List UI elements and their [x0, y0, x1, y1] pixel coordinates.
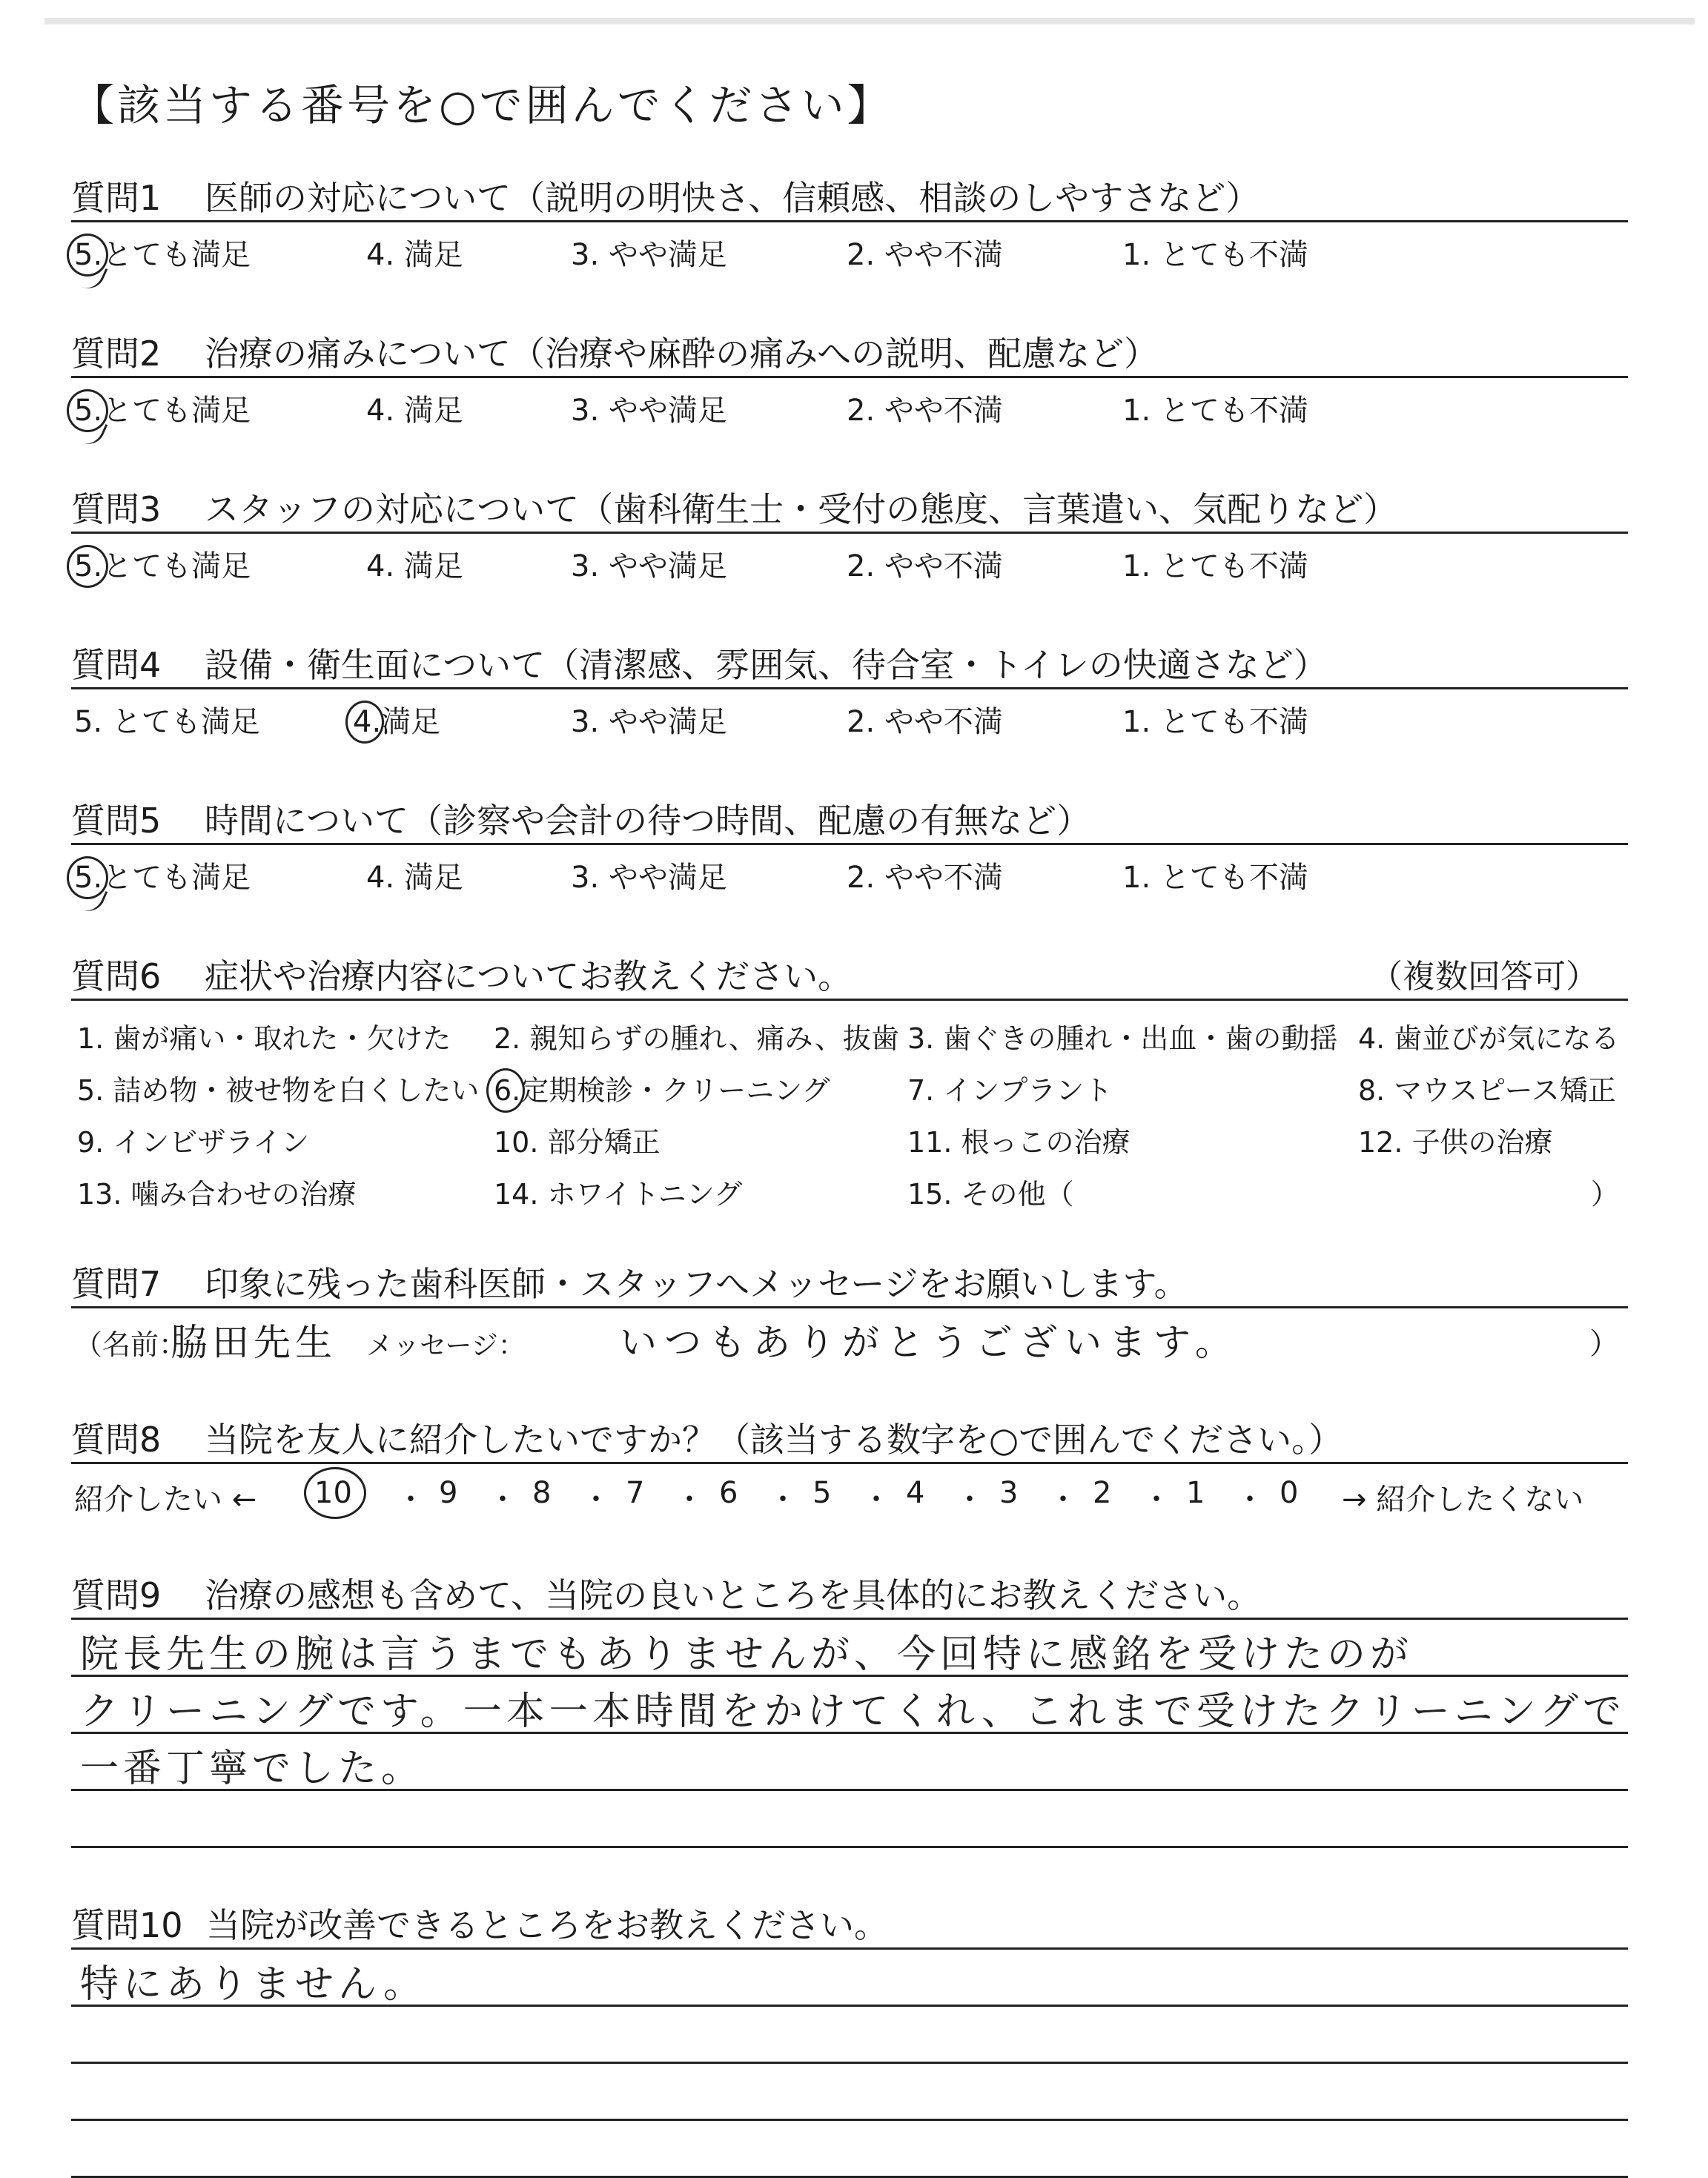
scale-value[interactable]: 3	[999, 1476, 1019, 1510]
handwritten-answer: 一番丁寧でした。	[80, 1747, 425, 1791]
question-header	[71, 167, 1628, 222]
symptom-option[interactable]: 5. 詰め物・被せ物を白くしたい	[77, 1074, 480, 1107]
question-2	[71, 322, 1628, 430]
option-4-selected[interactable]: 4. 満足	[353, 698, 440, 741]
symptom-options	[71, 1001, 1628, 1216]
question-header	[71, 1564, 1628, 1620]
option-number: 6.	[494, 1074, 520, 1107]
option-number: 4.	[353, 705, 381, 739]
scale-dot: ・	[581, 1483, 611, 1517]
rating-options	[71, 845, 1628, 897]
option-2[interactable]: 2. やや不満	[847, 394, 1003, 428]
question-text: 症状や治療内容についてお教えください。	[205, 956, 853, 996]
option-4[interactable]: 4. 満足	[366, 238, 463, 272]
question-label: 質問2	[71, 334, 162, 374]
question-label: 質問1	[71, 178, 162, 218]
question-header	[71, 945, 1628, 1001]
option-number: 5.	[74, 238, 102, 272]
symptom-option[interactable]: 14. ホワイトニング	[494, 1178, 743, 1211]
question-header	[71, 790, 1628, 845]
option-4[interactable]: 4. 満足	[366, 549, 463, 583]
question-text: 時間について（診察や会計の待つ時間、配慮の有無など）	[205, 801, 1091, 841]
question-label: 質問8	[71, 1420, 162, 1460]
option-5-selected[interactable]: 5. とても満足	[74, 543, 251, 585]
question-7	[71, 1253, 1628, 1368]
scan-top-edge	[44, 18, 1695, 24]
question-header	[71, 1253, 1628, 1308]
option-4[interactable]: 4. 満足	[366, 861, 463, 895]
scale-dot: ・	[1142, 1483, 1171, 1517]
scale-dot: ・	[955, 1483, 984, 1517]
option-3[interactable]: 3. やや満足	[571, 861, 727, 895]
recommend-scale	[71, 1464, 1628, 1519]
symptom-option[interactable]: 13. 噛み合わせの治療	[77, 1178, 357, 1211]
question-10	[71, 1894, 1628, 2178]
handwritten-message: いつもありがとうございます。	[620, 1321, 1239, 1364]
question-header	[71, 478, 1628, 534]
multiple-answers-note: （複数回答可）	[1370, 958, 1598, 996]
message-label: メッセージ：	[366, 1331, 525, 1361]
option-2[interactable]: 2. やや不満	[847, 705, 1003, 739]
scale-value[interactable]: 1	[1186, 1476, 1205, 1510]
scale-value[interactable]: 5	[812, 1476, 832, 1510]
question-5	[71, 790, 1628, 897]
answer-line[interactable]	[71, 2064, 1628, 2121]
symptom-option[interactable]: 7. インプラント	[907, 1074, 1113, 1107]
option-5-selected[interactable]: 5. とても満足	[74, 854, 251, 896]
option-number: 5.	[74, 394, 102, 428]
name-prefix: （名前：	[74, 1328, 188, 1361]
scale-dot: ・	[861, 1483, 891, 1517]
option-3[interactable]: 3. やや満足	[571, 549, 727, 583]
scale-value[interactable]: 6	[719, 1476, 738, 1510]
scale-dot: ・	[1048, 1483, 1078, 1517]
message-field[interactable]	[71, 1308, 1628, 1368]
answer-line[interactable]	[71, 2007, 1628, 2064]
handwritten-answer: クリーニングです。一本一本時間をかけてくれ、これまで受けたクリーニングで	[80, 1689, 1626, 1734]
question-text: 医師の対応について（説明の明快さ、信頼感、相談のしやすさなど）	[205, 178, 1260, 218]
scale-dot: ・	[1235, 1483, 1265, 1517]
option-2[interactable]: 2. やや不満	[847, 861, 1003, 895]
question-header	[71, 634, 1628, 689]
symptom-option[interactable]: 2. 親知らずの腫れ、痛み、抜歯	[494, 1022, 899, 1055]
rating-options	[71, 689, 1628, 741]
symptom-option[interactable]: 9. インビザライン	[77, 1126, 310, 1159]
scale-value[interactable]: 8	[532, 1476, 552, 1510]
symptom-option-other[interactable]: 15. その他（	[907, 1178, 1074, 1211]
scale-left-label: 紹介したい ←	[74, 1483, 257, 1517]
option-5-selected[interactable]: 5. とても満足	[74, 387, 251, 429]
question-label: 質問10	[71, 1905, 183, 1945]
question-text: 設備・衛生面について（清潔感、雰囲気、待合室・トイレの快適さなど）	[205, 645, 1328, 685]
symptom-option[interactable]: 12. 子供の治療	[1358, 1126, 1553, 1159]
answer-line[interactable]	[71, 1791, 1628, 1848]
question-4	[71, 634, 1628, 741]
scale-value-10-selected[interactable]: 10	[314, 1476, 352, 1510]
option-2[interactable]: 2. やや不満	[847, 238, 1003, 272]
option-1[interactable]: 1. とても不満	[1122, 394, 1308, 428]
scale-value[interactable]: 0	[1280, 1476, 1299, 1510]
question-text: 治療の痛みについて（治療や麻酔の痛みへの説明、配慮など）	[205, 334, 1159, 374]
handwritten-answer: 院長先生の腕は言うまでもありませんが、今回特に感銘を受けたのが	[80, 1632, 1414, 1677]
option-1[interactable]: 1. とても不満	[1122, 861, 1308, 895]
scale-dot: ・	[488, 1483, 517, 1517]
option-number: 5.	[74, 861, 102, 895]
question-header	[71, 1894, 1628, 1950]
question-header	[71, 322, 1628, 378]
scale-value[interactable]: 4	[906, 1476, 925, 1510]
scale-value[interactable]: 9	[439, 1476, 458, 1510]
answer-line[interactable]	[71, 1677, 1628, 1734]
rating-options	[71, 222, 1628, 274]
question-text: スタッフの対応について（歯科衛生士・受付の態度、言葉遣い、気配りなど）	[205, 489, 1398, 529]
option-1[interactable]: 1. とても不満	[1122, 238, 1308, 272]
question-3	[71, 478, 1628, 586]
symptom-option[interactable]: 3. 歯ぐきの腫れ・出血・歯の動揺	[907, 1022, 1338, 1055]
symptom-option[interactable]: 4. 歯並びが気になる	[1358, 1022, 1620, 1055]
question-label: 質問9	[71, 1575, 162, 1615]
question-1	[71, 167, 1628, 274]
other-close-paren: ）	[1590, 1178, 1619, 1211]
option-2[interactable]: 2. やや不満	[847, 549, 1003, 583]
option-number: 5.	[74, 549, 102, 583]
question-text: 印象に残った歯科医師・スタッフへメッセージをお願いします。	[205, 1264, 1188, 1304]
question-text: 治療の感想も含めて、当院の良いところを具体的にお教えください。	[205, 1575, 1262, 1615]
answer-line[interactable]	[71, 2121, 1628, 2178]
question-8	[71, 1409, 1628, 1519]
symptom-option[interactable]: 11. 根っこの治療	[907, 1126, 1131, 1159]
option-3[interactable]: 3. やや満足	[571, 394, 727, 428]
question-text: 当院を友人に紹介したいですか？（該当する数字を○で囲んでください。）	[205, 1420, 1343, 1460]
question-label: 質問5	[71, 801, 162, 841]
symptom-option[interactable]: 10. 部分矯正	[494, 1126, 661, 1159]
close-paren: ）	[1589, 1327, 1619, 1361]
rating-options	[71, 378, 1628, 430]
scale-value[interactable]: 7	[626, 1476, 645, 1510]
question-9	[71, 1564, 1628, 1848]
option-3[interactable]: 3. やや満足	[571, 705, 727, 739]
symptom-option[interactable]: 1. 歯が痛い・取れた・欠けた	[77, 1022, 451, 1055]
scale-value[interactable]: 2	[1093, 1476, 1112, 1510]
question-label: 質問4	[71, 645, 162, 685]
symptom-option-6-selected[interactable]: 6. 定期検診・クリーニング	[494, 1068, 830, 1108]
question-header	[71, 1409, 1628, 1464]
option-4[interactable]: 4. 満足	[366, 394, 463, 428]
option-1[interactable]: 1. とても不満	[1122, 549, 1308, 583]
question-6	[71, 945, 1628, 1216]
handwritten-name: 脇田先生	[171, 1321, 337, 1364]
option-3[interactable]: 3. やや満足	[571, 238, 727, 272]
option-1[interactable]: 1. とても不満	[1122, 705, 1308, 739]
option-5-selected[interactable]: 5. とても満足	[74, 231, 251, 274]
scale-dot: ・	[396, 1483, 426, 1517]
symptom-option[interactable]: 8. マウスピース矯正	[1358, 1074, 1616, 1107]
rating-options	[71, 534, 1628, 586]
sheet-title: 【該当する番号を○で囲んでください】	[71, 80, 893, 130]
answer-line[interactable]	[71, 1950, 1628, 2007]
question-text: 当院が改善できるところをお教えください。	[206, 1905, 888, 1945]
scale-right-label: → 紹介したくない	[1342, 1483, 1584, 1517]
question-label: 質問6	[71, 956, 162, 996]
handwritten-answer: 特にありません。	[80, 1962, 427, 2007]
answer-line[interactable]	[71, 1620, 1628, 1677]
answer-line[interactable]	[71, 1734, 1628, 1791]
scale-dot: ・	[675, 1483, 704, 1517]
question-label: 質問3	[71, 489, 162, 529]
option-5[interactable]: 5. とても満足	[74, 705, 260, 739]
scale-dot: ・	[768, 1483, 798, 1517]
question-label: 質問7	[71, 1264, 162, 1304]
